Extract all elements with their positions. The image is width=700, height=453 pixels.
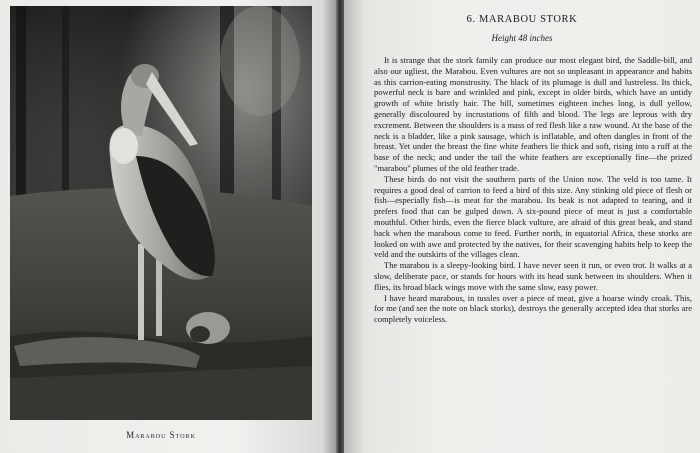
paragraph-4: I have heard marabous, in tussles over a piece of meat, give a hoarse windy croak. This, for me (and see the note on black storks), destroys the generally accepted idea that storks are completely voiceless.: [374, 292, 692, 325]
entry-subheading: Height 48 inches: [491, 33, 553, 43]
stork-illustration: [10, 6, 312, 420]
marabou-stork-photo: [10, 6, 312, 420]
paragraph-1: It is strange that the stork family can produce our most elegant bird, the Saddle-bill, and also our ugliest, the Marabou. Even vultures are not so unpleasant in appearance and habits as this carrion-eating monstrosity. The black of its plumage is dull and lustreless. Its thick, powerful neck is bare and wrinkled and pink, except in older birds, which have an untidy growth of white bristly hair. The bill, sometimes eighteen inches long, is dull yellow, generally discoloured by incrustations of filth and blood. The legs are leprous with dry excrement. Between the shoulders is a mass of red flesh like a raw wound. At the base of the neck is a bladder, like a pink sausage, which is inflatable, and often dangles in front of the breast. Yet under the breast the fine white feathers lie thick and soft, rising into a ruff at the base of the neck; and under the tail the white feathers are exceptionally fine—the prized "marabou" plumes of the old feather trade.: [374, 55, 692, 173]
left-page: [0, 0, 336, 453]
right-page: [344, 0, 700, 453]
paragraph-3: The marabou is a sleepy-looking bird. I have never seen it run, or even trot. It walks at a slow, deliberate pace, or stands for hours with its head sunk between its shoulders. When it flies, its broad black wings move with the same slow, easy power.: [374, 260, 692, 292]
entry-heading: 6. MARABOU STORK: [466, 14, 578, 25]
photo-caption: Marabou Stork: [126, 430, 196, 440]
book-gutter: [336, 0, 344, 453]
paragraph-2: These birds do not visit the southern parts of the Union now. The veld is too tame. It requires a good deal of carrion to feed a bird of this size. Any stinking old piece of flesh or fish—especially fish—is meat for the marabou. Its beak is not adapted to tearing, and it prefers food that can be gulped down. A six-pound piece of meat is just a comfortable mouthful. Other birds, even the fierce black vulture, are afraid of this great beak, and stand back when the marabous come to feed. Further north, in equatorial Africa, these storks are looked on with awe and protected by the natives, for their scavenging habits help to keep the veld and the outskirts of the villages clean.: [374, 173, 692, 260]
entry-body: [374, 55, 692, 325]
